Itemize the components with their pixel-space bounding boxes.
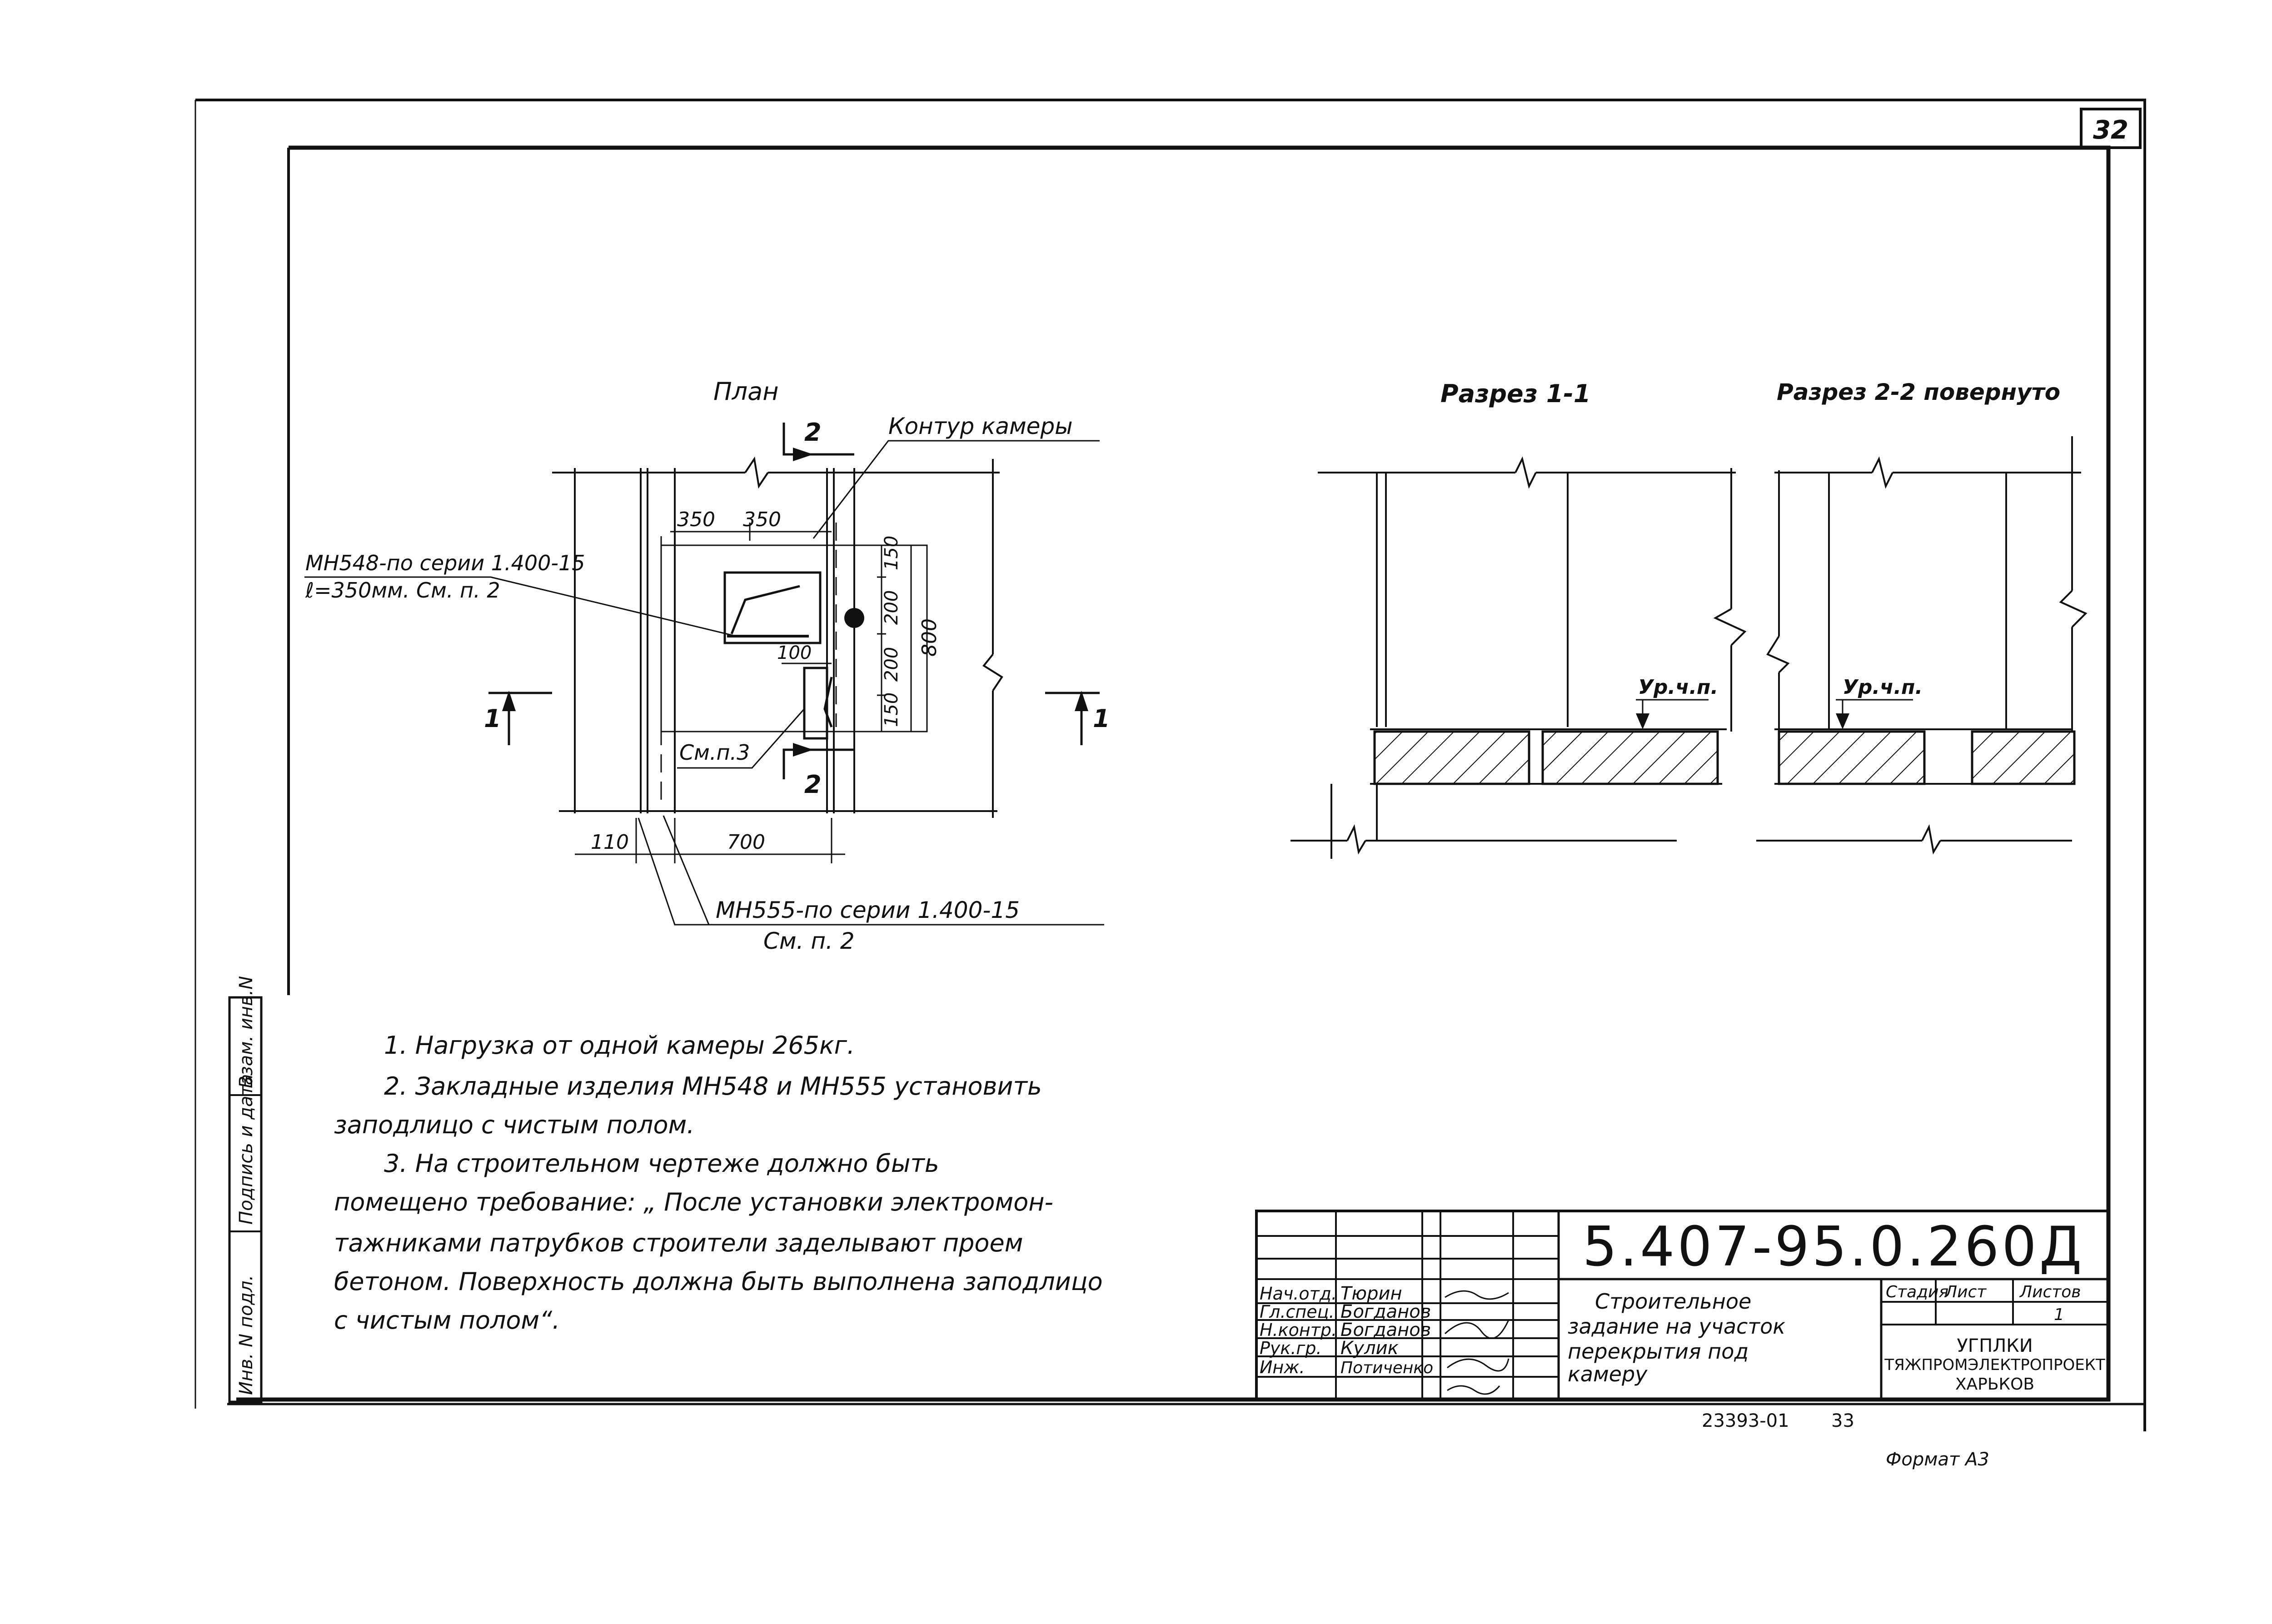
note-2a: 2. Закладные изделия МН548 и МН555 установить	[384, 1072, 1042, 1101]
description-1: Строительное	[1595, 1289, 1752, 1314]
role-2: Гл.спец.	[1260, 1302, 1335, 1322]
sheet-number-box	[2081, 109, 2140, 148]
role-5: Инж.	[1260, 1357, 1305, 1377]
format-label: Формат А3	[1886, 1449, 1989, 1470]
role-4: Рук.гр.	[1260, 1338, 1322, 1358]
archive-number: 23393-01	[1702, 1410, 1789, 1431]
role-3: Н.контр.	[1260, 1320, 1337, 1340]
note-3a: 3. На строительном чертеже должно быть	[384, 1149, 939, 1178]
plan-title: План	[713, 377, 779, 406]
note-3c: тажниками патрубков строители заделывают проем	[334, 1229, 1023, 1257]
section-mark-1-right: 1	[1093, 704, 1110, 733]
section-1-1	[1290, 379, 1745, 859]
name-3: Богданов	[1340, 1320, 1431, 1340]
mn555-line1: МН555-по серии 1.400-15	[716, 897, 1020, 923]
dim-110: 110	[591, 831, 629, 854]
signatures	[1445, 1291, 1509, 1394]
section-2-2	[1756, 379, 2086, 852]
role-1: Нач.отд.	[1260, 1284, 1337, 1304]
dim-150-b: 150	[881, 692, 902, 727]
dim-200-a: 200	[881, 590, 902, 625]
org-2: ТЯЖПРОМЭЛЕКТРОПРОЕКТ	[1884, 1356, 2105, 1374]
plan-view	[304, 377, 1110, 954]
dim-350-b: 350	[743, 508, 781, 531]
section-mark-2-bottom: 2	[804, 770, 822, 799]
col-sheets: Листов	[2020, 1283, 2081, 1301]
section-2-2-level: Ур.ч.п.	[1843, 676, 1923, 699]
org-1: УГПЛКИ	[1957, 1335, 2033, 1356]
section-mark-1-left: 1	[484, 704, 501, 733]
description-3: перекрытия под	[1568, 1339, 1749, 1364]
side-stamp	[229, 976, 261, 1402]
col-stage: Стадия	[1886, 1283, 1949, 1301]
description-2: задание на участок	[1568, 1314, 1786, 1339]
name-2: Богданов	[1340, 1301, 1431, 1322]
name-5: Потиченко	[1340, 1359, 1434, 1377]
dim-350-a: 350	[677, 508, 715, 531]
side-stamp-archive: Взам. инв.N	[236, 976, 257, 1088]
description-4: камеру	[1568, 1362, 1648, 1386]
title-block	[1256, 1211, 2108, 1400]
sheet-number: 32	[2093, 115, 2128, 145]
org-3: ХАРЬКОВ	[1955, 1375, 2035, 1394]
dim-700: 700	[727, 831, 765, 854]
note-2b: заподлицо с чистым полом.	[334, 1111, 695, 1139]
mn548-line1: МН548-по серии 1.400-15	[305, 551, 585, 575]
name-4: Кулик	[1340, 1338, 1399, 1359]
section-1-1-title: Разрез 1-1	[1440, 379, 1591, 408]
side-stamp-inventory: Инв. N подл.	[236, 1275, 257, 1395]
see-p3: См.п.3	[679, 740, 750, 765]
dim-100: 100	[777, 643, 812, 663]
section-2-2-title: Разрез 2-2 повернуто	[1777, 379, 2061, 405]
note-3b: помещено требование: „ После установки электромон-	[334, 1188, 1054, 1216]
note-3d: бетоном. Поверхность должна быть выполнена заподлицо	[334, 1267, 1103, 1296]
section-1-1-level: Ур.ч.п.	[1638, 676, 1719, 699]
sheets-value: 1	[2054, 1305, 2064, 1324]
col-sheet: Лист	[1945, 1283, 1987, 1301]
note-1: 1. Нагрузка от одной камеры 265кг.	[384, 1031, 855, 1060]
contour-label: Контур камеры	[888, 413, 1073, 439]
note-3e: с чистым полом“.	[334, 1306, 560, 1335]
dim-150-a: 150	[881, 535, 902, 570]
mn555-line2: См. п. 2	[763, 928, 855, 954]
archive-sheet: 33	[1831, 1410, 1854, 1431]
mn548-line2: ℓ=350мм. См. п. 2	[305, 578, 500, 603]
dim-200-b: 200	[881, 647, 902, 682]
name-1: Тюрин	[1340, 1283, 1402, 1304]
doc-code: 5.407-95.0.260Д	[1582, 1216, 2085, 1279]
dim-800: 800	[918, 618, 941, 657]
section-mark-2-top: 2	[804, 418, 822, 447]
side-stamp-signature: Подпись и дата	[236, 1074, 257, 1225]
